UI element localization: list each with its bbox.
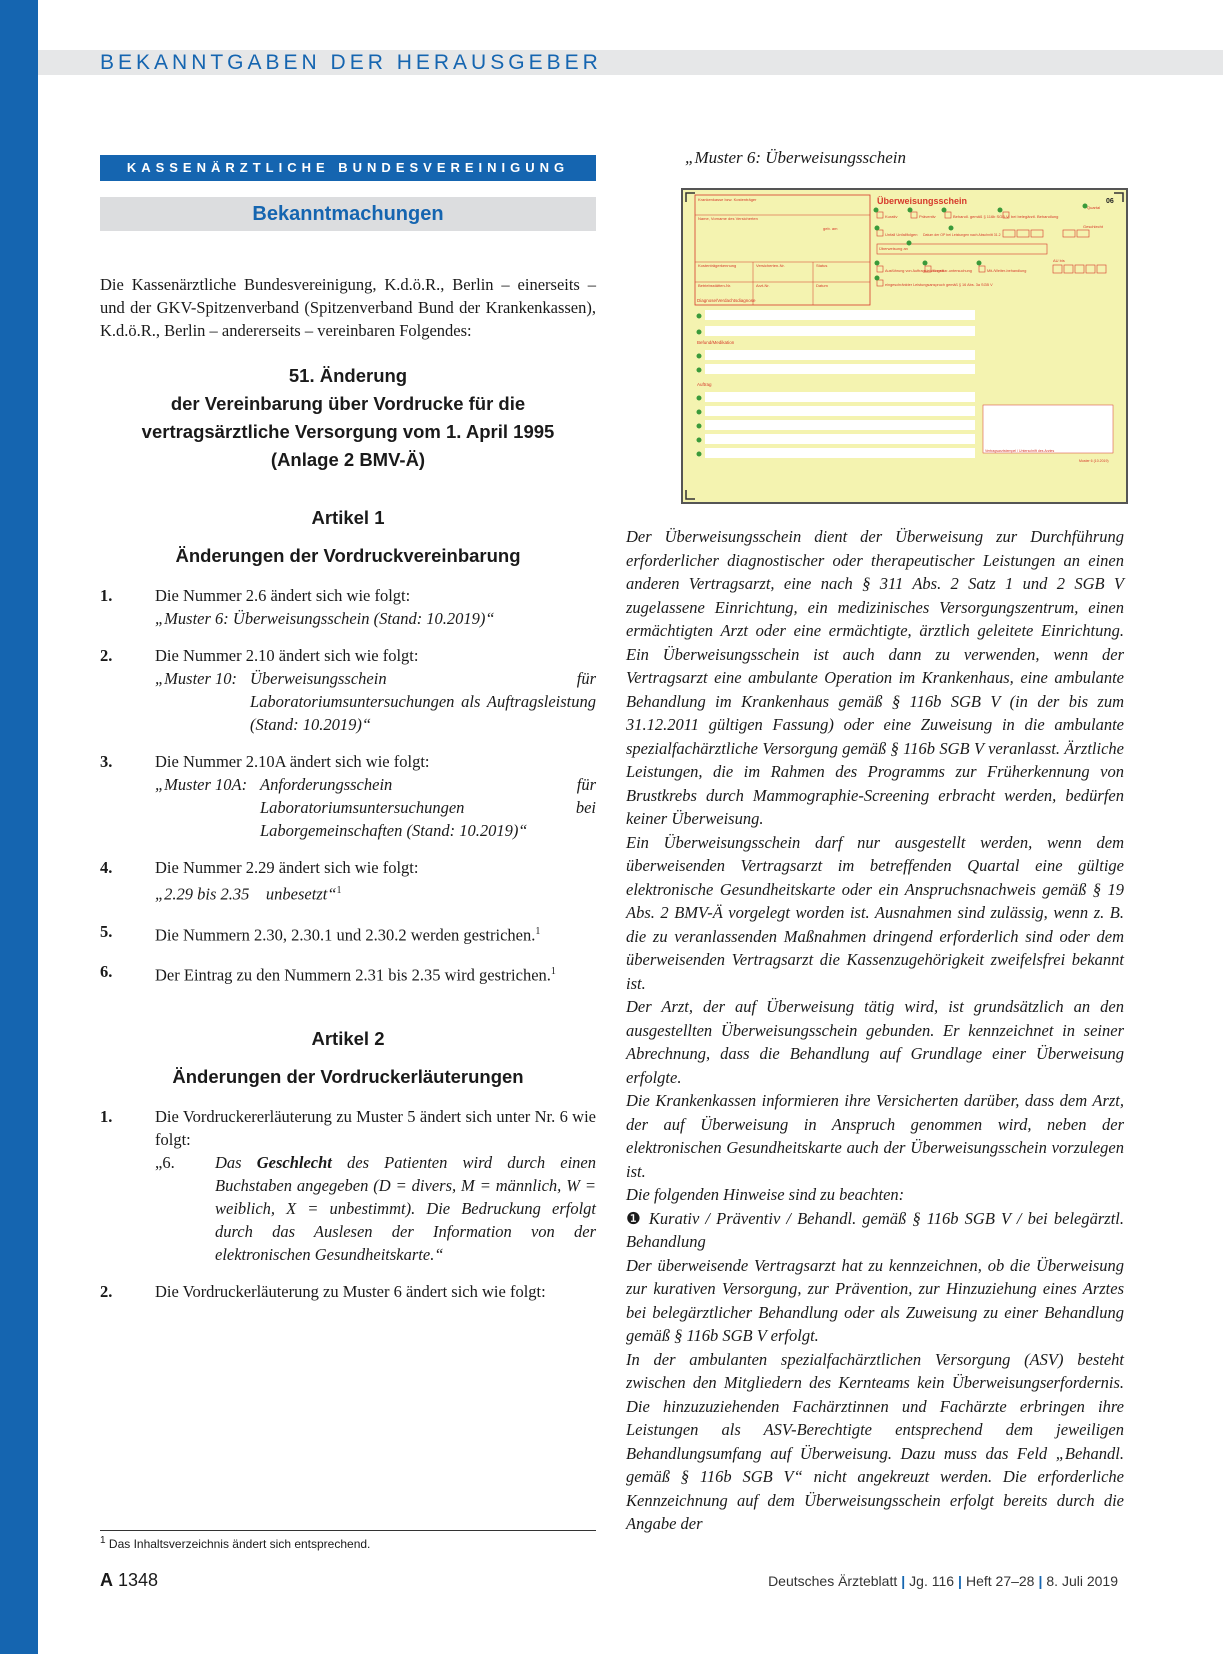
- form-label-name: Name, Vorname des Versicherten: [698, 216, 758, 221]
- item-number: 4.: [100, 858, 113, 877]
- form-label-kurativ: Kurativ: [885, 214, 898, 219]
- page-prefix: A: [100, 1570, 113, 1590]
- footnote-divider: [100, 1530, 596, 1531]
- form-label-muster-ref: Muster 6 (10.2019): [1079, 459, 1109, 463]
- item-text: Die Nummern 2.30, 2.30.1 und 2.30.2 werden gestrichen.: [155, 925, 536, 944]
- item-number: 1.: [100, 1106, 113, 1126]
- footnote: [100, 1535, 370, 1551]
- numbered-bullet-icon: ❶: [626, 1208, 643, 1228]
- journal-name: Deutsches Ärzteblatt: [768, 1573, 898, 1589]
- form-label-kasse: Krankenkasse bzw. Kostenträger: [698, 197, 757, 202]
- list-item: [100, 920, 596, 947]
- form-label-auftrag: Auftrag: [697, 382, 712, 387]
- amendment-title: [100, 362, 596, 474]
- ueberweisungsschein-form: [683, 190, 1126, 502]
- right-column: [626, 525, 1124, 1536]
- list-item: [100, 960, 596, 987]
- form-label-status: Status: [816, 263, 828, 268]
- muster-caption: „Muster 6: Überweisungsschein: [685, 148, 906, 167]
- form-label-stempel: Vertragsarztstempel / Unterschrift des Arztes: [985, 449, 1055, 453]
- item-quote: Anforderungsschein für Laboratoriumsuntersuchungen bei Laborgemeinschaften (Stand: 10.2019)“: [260, 775, 596, 840]
- paragraph: In der ambulanten spezialfachärztlichen Versorgung (ASV) besteht zwischen den Mitgliedern des Kernteams kein Überweisungserfordernis. Die hinzuzuziehenden Fachärztinnen und Fachärzte erbringen ihre Leistungen als ASV-Berechtigte entsprechend dem jeweiligen Behandlungsumfang auf Überweisung. Dazu muss das Feld „Behandl. gemäß § 116b SGB V“ nicht angekreuzt werden. Die erforderliche Kennzeichnung auf dem Überweisungsschein erfolgt bereits durch die Angabe der: [626, 1349, 1124, 1533]
- paragraph: Der Überweisungsschein dient der Überweisung zur Durchführung erforderlicher diagnostischer oder therapeutischer Leistungen an einen anderen Vertragsarzt, eine nach § 311 Abs. 2 Satz 1 und 2 SGB V zugelassene Einrichtung, ein medizinisches Versorgungszentrum, einen ermächtigten Arzt oder eine ermächtigte, ärztlich geleitete Einrichtung. Ein Überweisungsschein ist auch dann zu verwenden, wenn der Vertragsarzt eine ambulante Operation im Krankenhaus, eine ambulante Behandlung im Krankenhaus gemäß § 116b SGB V (in der bis zum 31.12.2011 gültigen Fassung) oder eine Zuweisung in die ambulante spezialfachärztliche Versorgung gemäß § 116b SGB V veranlasst. Ärztliche Leistungen, die im Rahmen des Programms zur Früherkennung von Brustkrebs durch Mammographie-Screening erbracht werden, bedürfen keiner Überweisung.: [626, 527, 1124, 828]
- paragraph: Ein Überweisungsschein darf nur ausgestellt werden, wenn dem überweisenden Vertragsarzt im betreffenden Quartal eine gültige elektronische Gesundheitskarte oder ein Anspruchsnachweis gemäß § 19 Abs. 2 BMV-Ä vorgelegt worden ist. Ausnahmen sind zulässig, wenn z. B. die zu veranlassenden Maßnahmen dringend erforderlich sind oder dem überweisenden Vertragsarzt die Kassenzugehörigkeit zweifelsfrei bekannt ist.: [626, 832, 1124, 993]
- form-label-quartal: Quartal: [1087, 205, 1101, 210]
- item-quote: „2.29 bis 2.35 unbesetzt“: [155, 884, 337, 904]
- item-text: Die Vordruckererläuterung zu Muster 5 ändert sich unter Nr. 6 wie folgt:: [155, 1106, 596, 1149]
- footnote-ref: 1: [336, 885, 342, 896]
- artikel2-title: Artikel 2: [311, 1027, 385, 1049]
- form-label-unfall: Unfall Unfallfolgen: [885, 232, 918, 237]
- list-item: [100, 856, 596, 906]
- journal-date: 8. Juli 2019: [1046, 1573, 1118, 1589]
- item-number: 6.: [100, 962, 113, 981]
- form-title: Überweisungsschein: [877, 196, 968, 206]
- amendment-line-1: 51. Änderung: [288, 365, 408, 386]
- form-label-befund: Befund/Medikation: [697, 340, 735, 345]
- item-quote-post: des Patienten wird durch einen Buchstaben angegeben (D = divers, M = männlich, W = weiblich, X = unbestimmt). Die Bedruckung erfolgt durch das Auslesen der Information von der elektronischen Gesundheitskarte.“: [215, 1152, 596, 1264]
- list-item: [100, 584, 596, 630]
- section-title: BEKANNTGABEN DER HERAUSGEBER: [100, 51, 602, 74]
- form-label-behandl: Behandl. gemäß § 116b SGB V: [953, 214, 1009, 219]
- form-label-betriebsstaetten: Betriebsstätten-Nr.: [698, 283, 732, 288]
- artikel1-subtitle: Änderungen der Vordruckvereinbarung: [175, 545, 521, 566]
- item-text: Die Nummer 2.6 ändert sich wie folgt:: [155, 586, 411, 605]
- list-item: [100, 644, 596, 736]
- form-label-geb: geb. am: [823, 226, 838, 231]
- form-label-mitweiter: Mit-/Weiter-behandlung: [987, 269, 1027, 273]
- form-label-praeventiv: Präventiv: [919, 214, 936, 219]
- form-label-versicherten: Versicherten-Nr.: [756, 263, 785, 268]
- form-label-kostentraeger: Kostenträgerkennung: [698, 263, 737, 268]
- item-number: 2.: [100, 1281, 113, 1301]
- form-label-belegaerztl: bei belegärztl. Behandlung: [1011, 214, 1059, 219]
- list-item: [100, 1105, 596, 1266]
- item-number: 3.: [100, 752, 113, 771]
- form-number: 06: [1106, 198, 1114, 205]
- footnote-ref: 1: [550, 966, 556, 977]
- journal-volume: Jg. 116: [909, 1573, 955, 1589]
- form-label-arzt: Arzt-Nr.: [756, 283, 770, 288]
- intro-paragraph: Die Kassenärztliche Bundesvereinigung, K.d.ö.R., Berlin – einerseits – und der GKV-Spitzenverband (Spitzenverband Bund der Krankenkassen), K.d.ö.R., Berlin – andererseits – vereinbaren Folgendes:: [100, 275, 596, 340]
- item-quote-bold: Geschlecht: [256, 1152, 332, 1172]
- kbv-banner: KASSENÄRZTLICHE BUNDESVEREINIGUNG: [100, 155, 596, 181]
- item-quote-pre: Das: [215, 1152, 257, 1172]
- form-label-geschlecht: Geschlecht: [1083, 224, 1104, 229]
- list-item: [100, 750, 596, 842]
- item-quote-label: „Muster 10:: [155, 669, 238, 688]
- form-label-diagnose: Diagnose/Verdachtsdiagnose: [697, 298, 756, 303]
- form-image: [681, 188, 1128, 504]
- page-number-value: 1348: [118, 1570, 159, 1590]
- item-quote: Überweisungsschein für Laboratoriumsuntersuchungen als Auftragsleistung (Stand: 10.2019)“: [250, 669, 596, 734]
- paragraph: Der Arzt, der auf Überweisung tätig wird, ist grundsätzlich an den ausgestellten Überweisungsschein gebunden. Er kennzeichnet in seiner Abrechnung, dass die Behandlung auf Grundlage einer Überweisung erfolgte.: [626, 997, 1124, 1087]
- journal-issue: Heft 27–28: [965, 1573, 1035, 1589]
- footnote-text: Das Inhaltsverzeichnis ändert sich entsprechend.: [108, 1537, 371, 1551]
- hint-item: [626, 1207, 1124, 1254]
- artikel1-title: Artikel 1: [311, 507, 385, 528]
- artikel1-list: [100, 584, 596, 987]
- item-number: 1.: [100, 586, 113, 605]
- item-text: Die Nummer 2.10A ändert sich wie folgt:: [155, 752, 430, 771]
- left-column: [100, 273, 596, 1317]
- item-number: 5.: [100, 921, 113, 941]
- form-label-eingeschraenkt: eingeschränkter Leistungsanspruch gemäß § 16 Abs. 3a SGB V: [885, 283, 993, 287]
- artikel2-subtitle: Änderungen der Vordruckerläuterungen: [172, 1065, 524, 1087]
- form-label-au-bis: AU bis: [1053, 258, 1065, 263]
- item-quote-label: „6.: [155, 1152, 175, 1172]
- item-number: 2.: [100, 646, 113, 665]
- item-quote: „Muster 6: Überweisungsschein (Stand: 10.2019)“: [155, 609, 495, 628]
- form-label-datum: Datum: [816, 283, 828, 288]
- paragraph: Die folgenden Hinweise sind zu beachten:: [626, 1185, 905, 1204]
- footnote-mark: 1: [100, 1535, 106, 1546]
- page-number: [100, 1570, 158, 1591]
- bekanntmachungen-banner: Bekanntmachungen: [100, 197, 596, 231]
- form-label-datum-op: Datum der OP bei Leistungen nach Abschnitt 31.2: [923, 233, 1001, 237]
- amendment-line-3: vertragsärztliche Versorgung vom 1. April 1995: [141, 421, 555, 442]
- item-text: Die Vordruckerläuterung zu Muster 6 ändert sich wie folgt:: [155, 1281, 546, 1301]
- hint-text: Kurativ / Präventiv / Behandl. gemäß § 116b SGB V / bei belegärztl. Behandlung: [626, 1208, 1124, 1251]
- journal-info: Deutsches Ärzteblatt | Jg. 116 | Heft 27–28 | 8. Juli 2019: [768, 1573, 1118, 1589]
- item-text: Der Eintrag zu den Nummern 2.31 bis 2.35 wird gestrichen.: [155, 965, 551, 985]
- amendment-line-2: der Vereinbarung über Vordrucke für die: [170, 393, 526, 414]
- list-item: [100, 1280, 596, 1303]
- footnote-ref: 1: [535, 925, 541, 937]
- paragraph: Der überweisende Vertragsarzt hat zu kennzeichnen, ob die Überweisung zur kurativen Versorgung, zur Prävention, zur Hinzuziehung eines Arztes bei belegärztlicher Behandlung oder als Zuweisung zu einer Behandlung gemäß § 116b SGB V erfolgt.: [626, 1255, 1124, 1345]
- paragraph: Die Krankenkassen informieren ihre Versicherten darüber, dass dem Arzt, der auf Überweisung in Anspruch genommen wird, neben der elektronischen Gesundheitskarte auch der Überweisungsschein vorzulegen ist.: [626, 1091, 1124, 1181]
- amendment-line-4: (Anlage 2 BMV-Ä): [270, 449, 426, 470]
- item-quote-label: „Muster 10A:: [155, 775, 248, 794]
- form-label-konsiliar: Konsiliar-untersuchung: [933, 269, 972, 273]
- left-color-bar: [0, 0, 38, 1654]
- artikel2-list: [100, 1105, 596, 1303]
- form-label-ausfuehrung: Ausführung von Auftragsleistungen: [885, 269, 944, 273]
- item-text: Die Nummer 2.29 ändert sich wie folgt:: [155, 858, 419, 877]
- form-label-ueberweisung: Überweisung an: [879, 246, 908, 251]
- item-text: Die Nummer 2.10 ändert sich wie folgt:: [155, 646, 419, 665]
